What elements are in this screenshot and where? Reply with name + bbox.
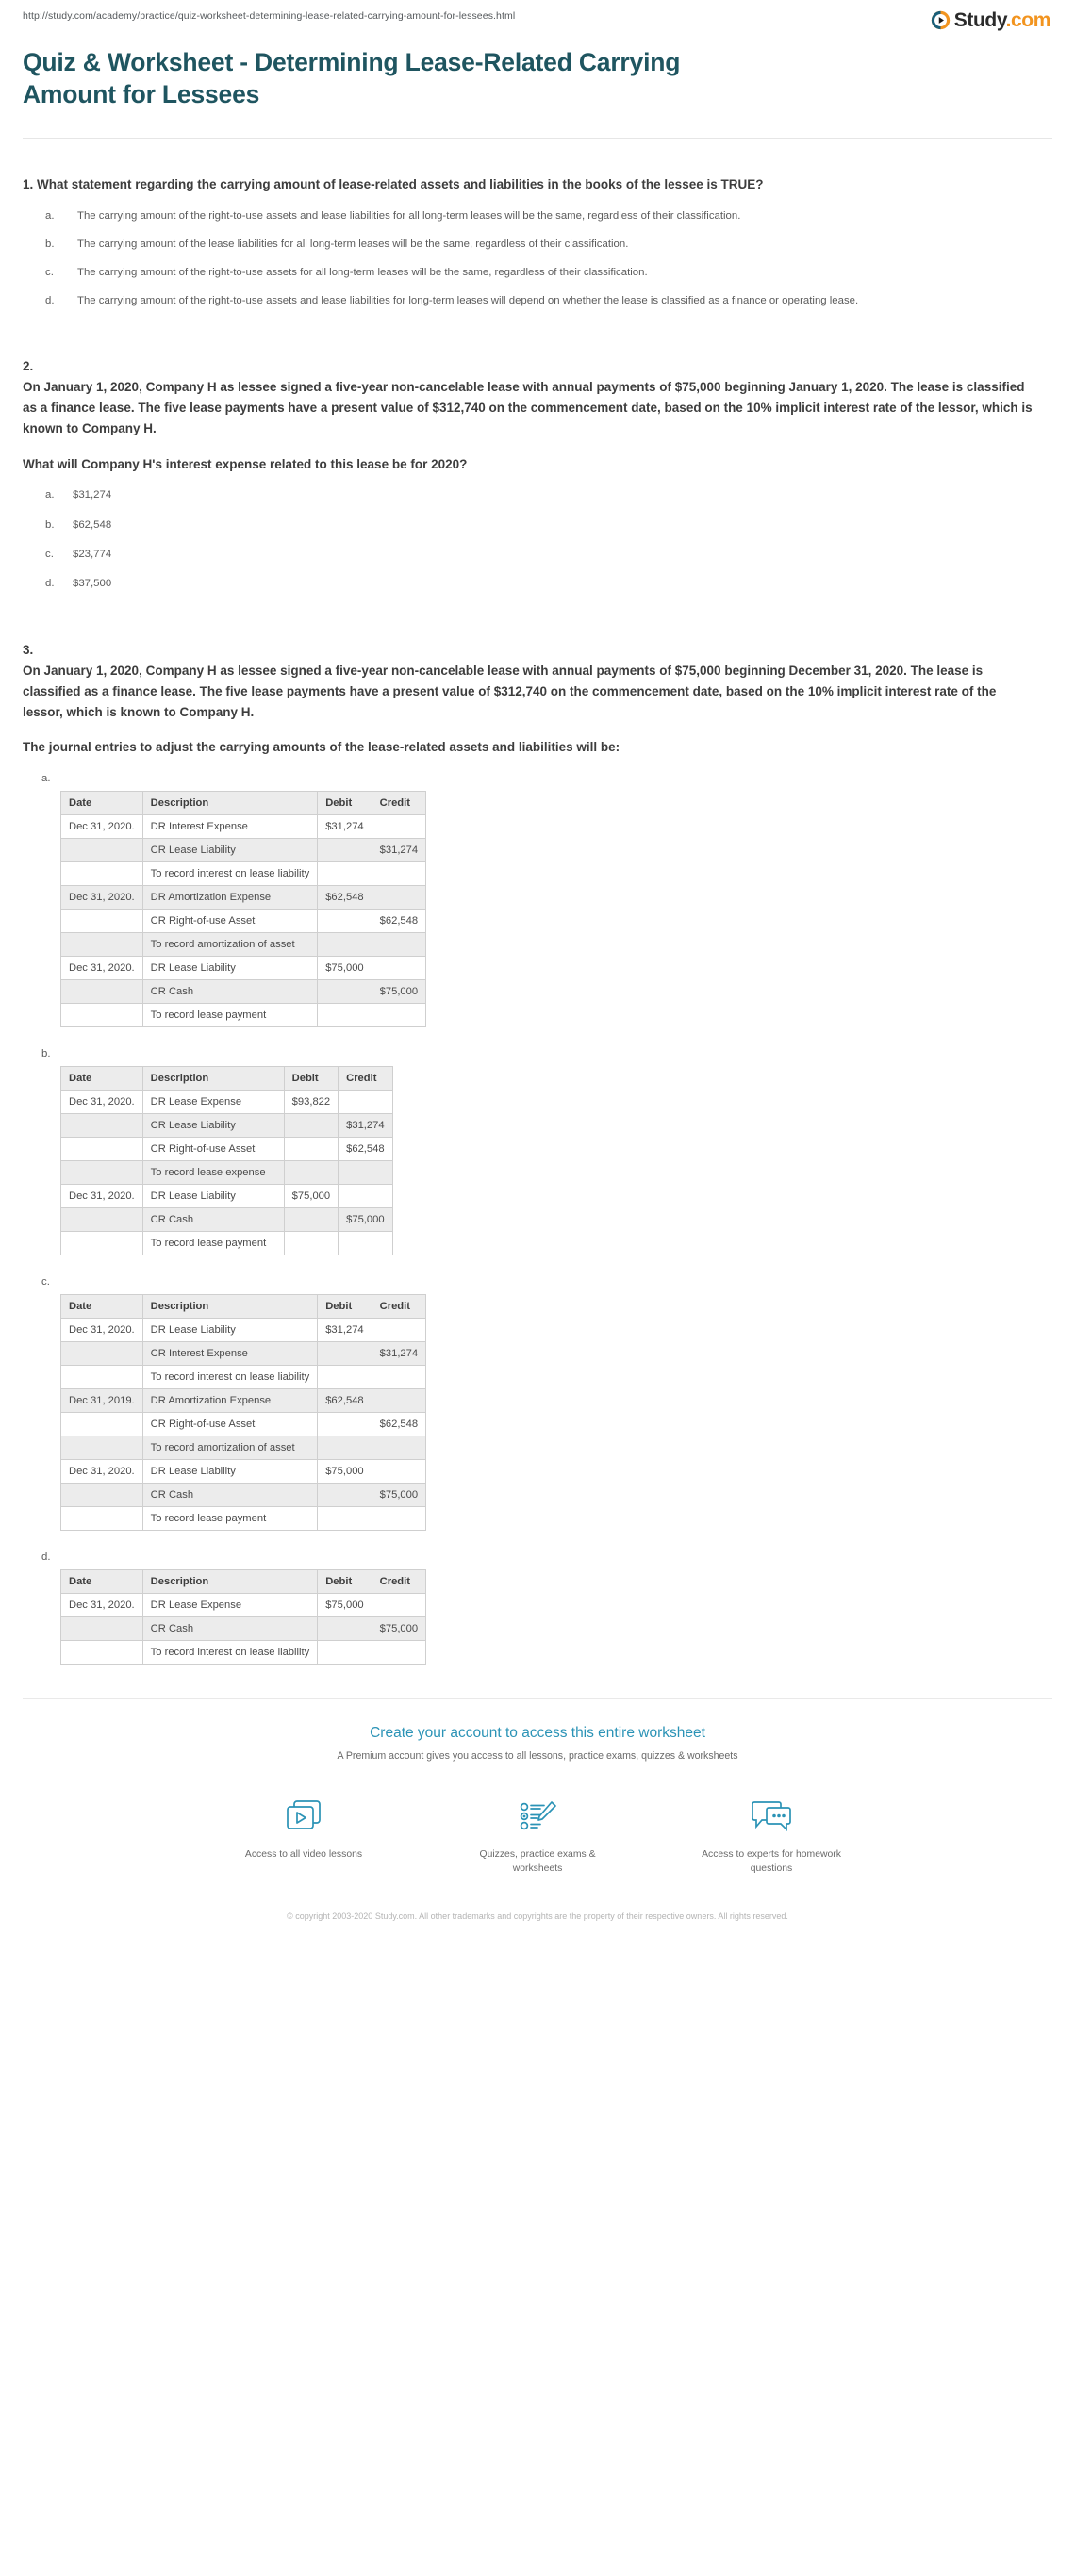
feature-quizzes-label: Quizzes, practice exams & worksheets xyxy=(479,1849,596,1875)
cell-description: CR Cash xyxy=(142,980,318,1004)
cell-description: CR Lease Liability xyxy=(142,839,318,862)
cell-debit xyxy=(318,1366,372,1389)
col-credit: Credit xyxy=(339,1067,392,1091)
cell-credit xyxy=(372,933,425,957)
journal-table-a xyxy=(60,791,426,1027)
col-debit: Debit xyxy=(318,792,372,815)
question-3-subprompt: The journal entries to adjust the carrying amounts of the lease-related assets and liabilities will be: xyxy=(23,740,620,755)
cell-credit xyxy=(339,1232,392,1255)
quiz-pencil-icon xyxy=(457,1794,618,1839)
cell-credit: $31,274 xyxy=(372,1342,425,1366)
choice-3a-table-wrap xyxy=(41,791,1052,1027)
table-row xyxy=(61,980,426,1004)
cell-description: CR Lease Liability xyxy=(142,1114,284,1138)
feature-video-lessons-label: Access to all video lessons xyxy=(244,1849,363,1861)
choice-1a-text: The carrying amount of the right-to-use assets and lease liabilities for all long-term leases will be the same, regardless of their classification. xyxy=(77,209,741,222)
choice-1c[interactable] xyxy=(45,265,1052,281)
cell-date xyxy=(61,1641,143,1665)
cell-debit xyxy=(318,980,372,1004)
cell-credit: $75,000 xyxy=(372,1617,425,1641)
choice-3d[interactable] xyxy=(41,1551,1052,1665)
cell-debit: $75,000 xyxy=(318,957,372,980)
logo-wordmark xyxy=(954,10,1050,30)
question-3 xyxy=(23,641,1052,1665)
cell-description: To record amortization of asset xyxy=(142,1436,318,1460)
journal-table-d xyxy=(60,1569,426,1665)
choice-2d-marker: d. xyxy=(45,577,55,589)
journal-table-a-body xyxy=(61,815,426,1027)
col-credit: Credit xyxy=(372,792,425,815)
cell-date xyxy=(61,839,143,862)
cell-description: To record lease payment xyxy=(142,1507,318,1531)
cell-credit xyxy=(339,1091,392,1114)
cell-date xyxy=(61,1161,143,1185)
table-row xyxy=(61,1114,393,1138)
cell-debit xyxy=(318,862,372,886)
choice-2a-text: $31,274 xyxy=(73,489,112,501)
cell-date xyxy=(61,1484,143,1507)
cell-description: CR Cash xyxy=(142,1484,318,1507)
cell-date xyxy=(61,862,143,886)
choice-3b[interactable] xyxy=(41,1048,1052,1255)
cell-description: DR Amortization Expense xyxy=(142,886,318,910)
col-date: Date xyxy=(61,1295,143,1319)
cell-debit: $62,548 xyxy=(318,886,372,910)
cell-debit xyxy=(284,1208,338,1232)
cell-debit xyxy=(318,1484,372,1507)
cell-debit xyxy=(318,1342,372,1366)
play-circle-icon xyxy=(931,10,951,30)
choice-3c-table-wrap xyxy=(41,1294,1052,1531)
cell-credit: $75,000 xyxy=(372,1484,425,1507)
table-row xyxy=(61,1004,426,1027)
question-2-subprompt: What will Company H's interest expense related to this lease be for 2020? xyxy=(23,456,468,471)
cell-credit: $75,000 xyxy=(372,980,425,1004)
cell-date: Dec 31, 2020. xyxy=(61,1091,143,1114)
logo-brand: Study xyxy=(953,9,1006,31)
cell-credit xyxy=(372,1460,425,1484)
feature-experts-label: Access to experts for homework questions xyxy=(702,1849,841,1875)
choice-2c[interactable] xyxy=(45,547,1052,563)
table-row xyxy=(61,1389,426,1413)
journal-table-c-body xyxy=(61,1319,426,1531)
cell-description: To record lease expense xyxy=(142,1161,284,1185)
cell-date xyxy=(61,1436,143,1460)
table-row xyxy=(61,839,426,862)
choice-2b[interactable] xyxy=(45,517,1052,533)
top-bar xyxy=(19,0,1056,30)
cell-credit xyxy=(372,886,425,910)
choice-2a[interactable] xyxy=(45,487,1052,503)
table-row xyxy=(61,1319,426,1342)
cell-credit: $62,548 xyxy=(372,910,425,933)
cell-description: CR Cash xyxy=(142,1617,318,1641)
cell-debit: $75,000 xyxy=(318,1460,372,1484)
cell-debit: $31,274 xyxy=(318,1319,372,1342)
cell-description: DR Lease Liability xyxy=(142,1460,318,1484)
cell-description: To record interest on lease liability xyxy=(142,1641,318,1665)
cell-description: To record interest on lease liability xyxy=(142,1366,318,1389)
question-1 xyxy=(23,174,1052,309)
cell-debit xyxy=(318,839,372,862)
feature-experts xyxy=(691,1794,852,1876)
cell-description: DR Lease Expense xyxy=(142,1091,284,1114)
cell-description: DR Lease Liability xyxy=(142,1319,318,1342)
col-date: Date xyxy=(61,1067,143,1091)
question-2-number: 2. xyxy=(23,359,34,374)
feature-list xyxy=(19,1794,1056,1876)
table-row xyxy=(61,1138,393,1161)
question-2-prompt: On January 1, 2020, Company H as lessee signed a five-year non-cancelable lease with annual payments of $75,000 beginning January 1, 2020. The lease is classified as a finance lease. The five lease payments have a present value of $312,740 on the commencement date, based on the 10% implicit interest rate of the lessor, which is known to Company H. xyxy=(23,380,1033,435)
choice-2c-marker: c. xyxy=(45,548,54,560)
cell-description: DR Interest Expense xyxy=(142,815,318,839)
col-date: Date xyxy=(61,792,143,815)
table-row xyxy=(61,957,426,980)
table-row xyxy=(61,1366,426,1389)
cell-date xyxy=(61,1114,143,1138)
cell-date: Dec 31, 2020. xyxy=(61,1319,143,1342)
video-lessons-icon xyxy=(223,1794,384,1839)
table-row xyxy=(61,1436,426,1460)
cell-debit: $75,000 xyxy=(284,1185,338,1208)
cell-date xyxy=(61,1366,143,1389)
cell-date: Dec 31, 2020. xyxy=(61,886,143,910)
question-3-choices xyxy=(23,773,1052,1665)
cell-description: CR Interest Expense xyxy=(142,1342,318,1366)
cell-date xyxy=(61,1208,143,1232)
cell-debit xyxy=(318,1436,372,1460)
cell-debit xyxy=(284,1161,338,1185)
cell-description: DR Lease Expense xyxy=(142,1594,318,1617)
table-row xyxy=(61,1413,426,1436)
choice-3a[interactable] xyxy=(41,773,1052,1027)
table-header-row xyxy=(61,1295,426,1319)
table-row xyxy=(61,1232,393,1255)
cell-credit xyxy=(372,1436,425,1460)
choice-1d-text: The carrying amount of the right-to-use assets and lease liabilities for long-term leases will depend on whether the lease is classified as a finance or operating lease. xyxy=(77,295,859,306)
col-credit: Credit xyxy=(372,1295,425,1319)
cell-debit: $62,548 xyxy=(318,1389,372,1413)
table-header-row xyxy=(61,1570,426,1594)
choice-3b-table-wrap xyxy=(41,1066,1052,1255)
choice-1b-marker: b. xyxy=(45,238,55,250)
cell-date xyxy=(61,1413,143,1436)
journal-table-d-body xyxy=(61,1594,426,1665)
question-1-choices xyxy=(23,208,1052,309)
cell-credit xyxy=(372,1389,425,1413)
choice-3d-table-wrap xyxy=(41,1569,1052,1665)
cell-date xyxy=(61,1138,143,1161)
cell-credit xyxy=(372,1507,425,1531)
table-row xyxy=(61,815,426,839)
page-url: http://study.com/academy/practice/quiz-worksheet-determining-lease-related-carrying-amount-for-lessees.html xyxy=(23,10,516,22)
question-1-prompt: 1. What statement regarding the carrying amount of lease-related assets and liabilities in the books of the lessee is TRUE? xyxy=(23,176,764,191)
cell-debit: $93,822 xyxy=(284,1091,338,1114)
choice-2b-text: $62,548 xyxy=(73,518,112,531)
table-row xyxy=(61,1185,393,1208)
cell-debit xyxy=(318,1004,372,1027)
cell-description: To record lease payment xyxy=(142,1232,284,1255)
cta-subtitle: A Premium account gives you access to all lessons, practice exams, quizzes & worksheets xyxy=(337,1750,738,1763)
col-date: Date xyxy=(61,1570,143,1594)
cell-credit xyxy=(339,1185,392,1208)
cell-date xyxy=(61,1004,143,1027)
cell-credit: $75,000 xyxy=(339,1208,392,1232)
cell-description: DR Lease Liability xyxy=(142,957,318,980)
choice-3c-marker: c. xyxy=(41,1276,50,1288)
cta-title-link[interactable]: Create your account to access this entire worksheet xyxy=(370,1725,705,1742)
col-debit: Debit xyxy=(318,1295,372,1319)
feature-quizzes xyxy=(457,1794,618,1876)
cell-description: To record lease payment xyxy=(142,1004,318,1027)
cell-credit xyxy=(372,1366,425,1389)
col-credit: Credit xyxy=(372,1570,425,1594)
table-row xyxy=(61,1641,426,1665)
cell-date: Dec 31, 2020. xyxy=(61,957,143,980)
cell-description: CR Right-of-use Asset xyxy=(142,910,318,933)
cell-date: Dec 31, 2020. xyxy=(61,815,143,839)
choice-2c-text: $23,774 xyxy=(73,548,112,560)
study-com-logo[interactable] xyxy=(931,10,1056,30)
cell-debit xyxy=(318,1507,372,1531)
choice-1a-marker: a. xyxy=(45,209,55,222)
page-title: Quiz & Worksheet - Determining Lease-Related Carrying Amount for Lessees xyxy=(23,48,681,108)
journal-table-b-body xyxy=(61,1091,393,1255)
col-debit: Debit xyxy=(284,1067,338,1091)
cell-credit xyxy=(372,957,425,980)
cell-credit: $62,548 xyxy=(339,1138,392,1161)
choice-3b-marker: b. xyxy=(41,1048,51,1060)
choice-1b[interactable] xyxy=(45,237,1052,253)
choice-2d[interactable] xyxy=(45,576,1052,592)
copyright-notice: © copyright 2003-2020 Study.com. All other trademarks and copyrights are the property of their respective owners. All rights reserved. xyxy=(287,1911,788,1921)
cell-debit xyxy=(318,933,372,957)
cell-credit xyxy=(339,1161,392,1185)
cell-description: DR Amortization Expense xyxy=(142,1389,318,1413)
cell-debit xyxy=(318,1617,372,1641)
journal-table-b xyxy=(60,1066,393,1255)
table-header-row xyxy=(61,1067,393,1091)
choice-1d[interactable] xyxy=(45,293,1052,309)
choice-3d-marker: d. xyxy=(41,1551,51,1564)
choice-1a[interactable] xyxy=(45,208,1052,224)
cell-debit: $75,000 xyxy=(318,1594,372,1617)
cell-credit xyxy=(372,1594,425,1617)
table-row xyxy=(61,1342,426,1366)
choice-1d-marker: d. xyxy=(45,295,55,306)
cell-credit xyxy=(372,1004,425,1027)
cell-debit: $31,274 xyxy=(318,815,372,839)
cell-credit: $31,274 xyxy=(372,839,425,862)
cell-date xyxy=(61,1232,143,1255)
table-row xyxy=(61,1460,426,1484)
cell-credit xyxy=(372,815,425,839)
cell-debit xyxy=(284,1232,338,1255)
col-debit: Debit xyxy=(318,1570,372,1594)
table-row xyxy=(61,1208,393,1232)
chat-bubbles-icon xyxy=(691,1794,852,1839)
table-row xyxy=(61,1617,426,1641)
journal-table-c xyxy=(60,1294,426,1531)
choice-3c[interactable] xyxy=(41,1276,1052,1531)
cell-description: CR Right-of-use Asset xyxy=(142,1138,284,1161)
cell-date xyxy=(61,1507,143,1531)
cell-description: To record amortization of asset xyxy=(142,933,318,957)
cell-description: CR Cash xyxy=(142,1208,284,1232)
choice-1b-text: The carrying amount of the lease liabilities for all long-term leases will be the same, regardless of their classification. xyxy=(77,238,629,250)
question-1-number: 1. xyxy=(23,176,34,191)
choice-3a-marker: a. xyxy=(41,773,51,785)
choice-1c-text: The carrying amount of the right-to-use assets for all long-term leases will be the same, regardless of their classification. xyxy=(77,266,648,278)
table-row xyxy=(61,1091,393,1114)
cell-date: Dec 31, 2019. xyxy=(61,1389,143,1413)
cell-date: Dec 31, 2020. xyxy=(61,1185,143,1208)
col-description: Description xyxy=(142,1295,318,1319)
cell-credit xyxy=(372,1641,425,1665)
cell-date xyxy=(61,1617,143,1641)
cell-debit xyxy=(284,1138,338,1161)
choice-2a-marker: a. xyxy=(45,489,55,501)
table-row xyxy=(61,910,426,933)
table-row xyxy=(61,1161,393,1185)
table-row xyxy=(61,886,426,910)
choice-2b-marker: b. xyxy=(45,518,55,531)
cell-date xyxy=(61,980,143,1004)
cell-date xyxy=(61,910,143,933)
col-description: Description xyxy=(142,1570,318,1594)
logo-tld: .com xyxy=(1005,9,1050,31)
choice-1c-marker: c. xyxy=(45,266,54,278)
cell-debit xyxy=(318,1641,372,1665)
cell-description: To record interest on lease liability xyxy=(142,862,318,886)
question-3-prompt: On January 1, 2020, Company H as lessee signed a five-year non-cancelable lease with annual payments of $75,000 beginning December 31, 2020. The lease is classified as a finance lease. The five lease payments have a present value of $312,740 on the commencement date, based on the 10% implicit interest rate of the lessor, which is known to Company H. xyxy=(23,663,997,719)
feature-video-lessons xyxy=(223,1794,384,1876)
table-row xyxy=(61,1594,426,1617)
cell-date: Dec 31, 2020. xyxy=(61,1594,143,1617)
table-row xyxy=(61,1507,426,1531)
cell-description: DR Lease Liability xyxy=(142,1185,284,1208)
cell-date xyxy=(61,1342,143,1366)
table-header-row xyxy=(61,792,426,815)
cell-debit xyxy=(318,1413,372,1436)
choice-2d-text: $37,500 xyxy=(73,577,112,589)
col-description: Description xyxy=(142,792,318,815)
cell-credit xyxy=(372,1319,425,1342)
col-description: Description xyxy=(142,1067,284,1091)
cell-date: Dec 31, 2020. xyxy=(61,1460,143,1484)
cell-credit: $62,548 xyxy=(372,1413,425,1436)
question-3-number: 3. xyxy=(23,642,34,657)
cell-credit xyxy=(372,862,425,886)
table-row xyxy=(61,862,426,886)
table-row xyxy=(61,933,426,957)
cell-debit xyxy=(284,1114,338,1138)
cell-date xyxy=(61,933,143,957)
cta-section xyxy=(19,1699,1056,1876)
cell-description: CR Right-of-use Asset xyxy=(142,1413,318,1436)
question-2-choices xyxy=(23,487,1052,591)
cell-credit: $31,274 xyxy=(339,1114,392,1138)
table-row xyxy=(61,1484,426,1507)
question-2 xyxy=(23,357,1052,592)
cell-debit xyxy=(318,910,372,933)
